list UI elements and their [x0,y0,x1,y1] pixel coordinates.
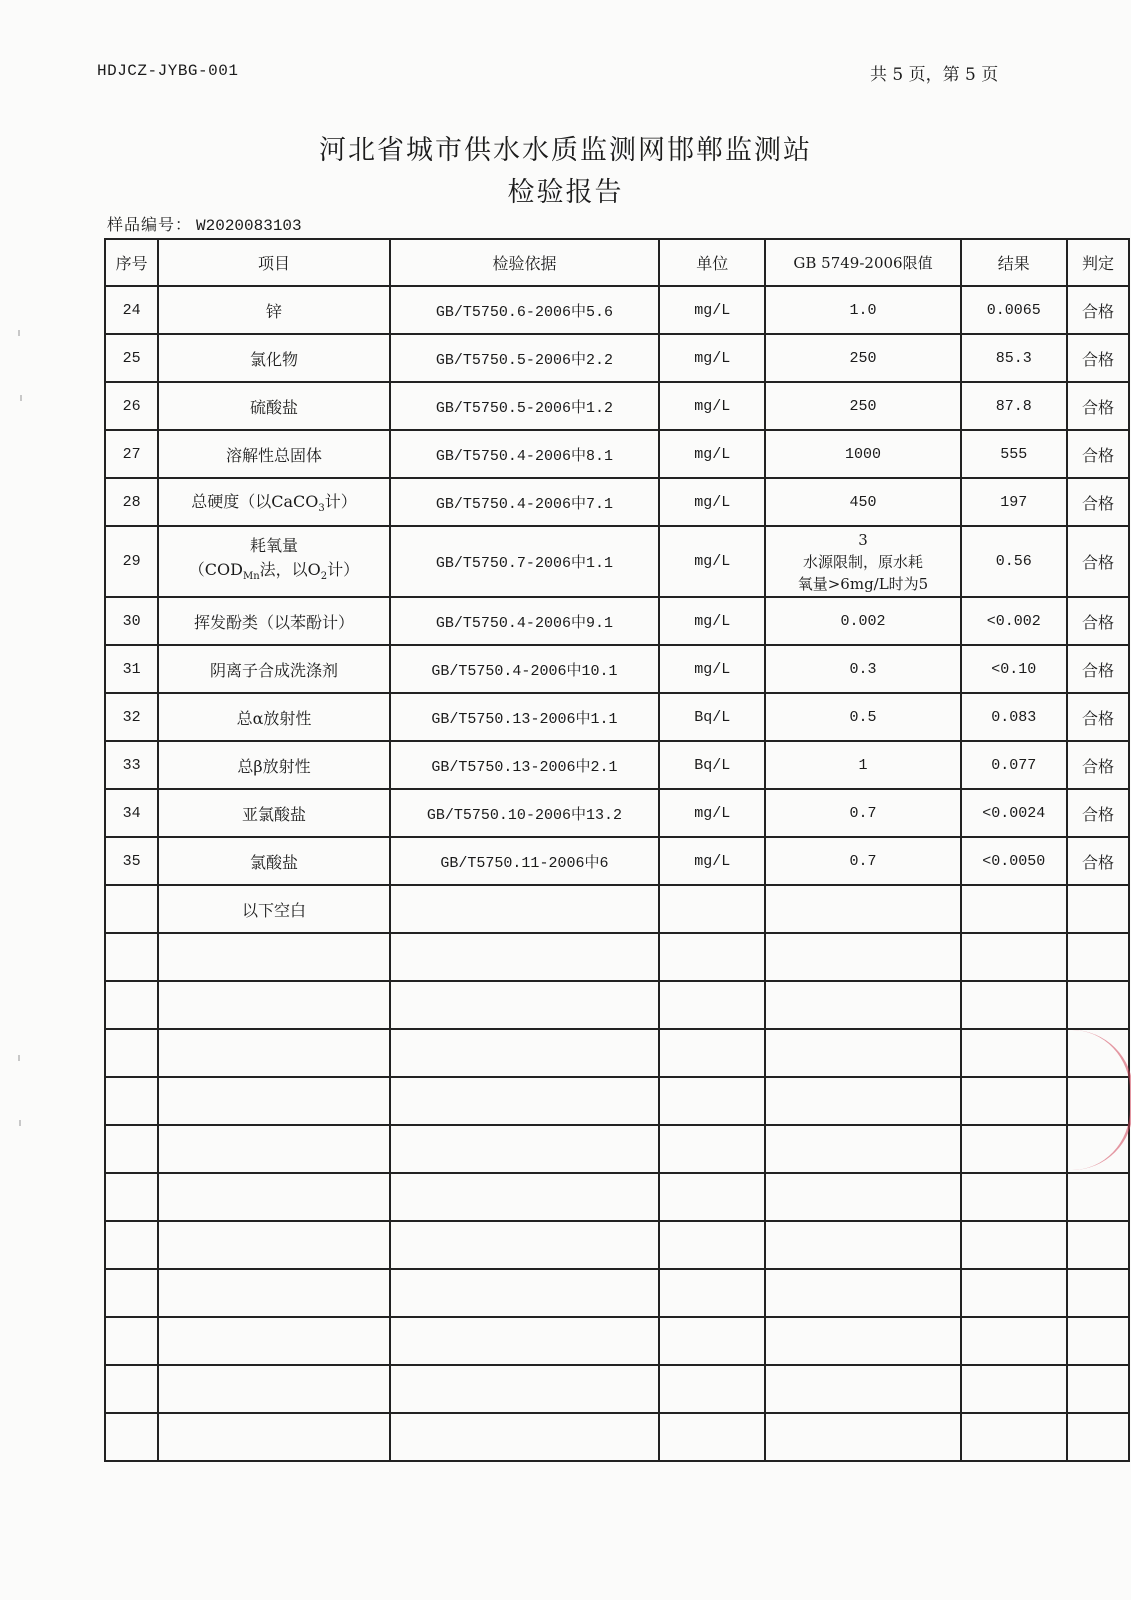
cell-result: 87.8 [961,382,1067,430]
empty-cell [961,933,1067,981]
cell-basis: GB/T5750.7-2006中1.1 [390,526,659,597]
empty-cell [158,1173,390,1221]
empty-cell [390,981,659,1029]
header-no: 序号 [105,239,158,286]
empty-cell [1067,981,1129,1029]
cell-unit: Bq/L [659,693,765,741]
cell-no: 25 [105,334,158,382]
header-result: 结果 [961,239,1067,286]
cell-verdict: 合格 [1067,693,1129,741]
empty-cell [158,981,390,1029]
item-tail: 计） [324,492,357,512]
empty-cell [105,1029,158,1077]
cell-no: 30 [105,597,158,645]
empty-cell [765,1173,960,1221]
table-row [105,789,1129,837]
empty-cell [158,1317,390,1365]
cell-limit: 0.7 [765,789,960,837]
empty-cell [659,1413,765,1461]
table-row [105,597,1129,645]
sample-number-label: 样品编号： [107,215,193,234]
empty-row [105,1221,1129,1269]
cell-no [105,885,158,933]
empty-row [105,1269,1129,1317]
cell-result: 0.0065 [961,286,1067,334]
cell-item [158,478,390,526]
empty-cell [158,933,390,981]
empty-cell [1067,1173,1129,1221]
sample-number-value: W2020083103 [196,217,302,235]
header-limit: GB 5749-2006限值 [765,239,960,286]
empty-cell [105,1221,158,1269]
item-line1: 耗氧量 [249,535,298,555]
empty-cell [765,1221,960,1269]
blank-note-row [105,885,1129,933]
empty-cell [961,1269,1067,1317]
empty-cell [1067,1221,1129,1269]
sample-number [107,212,302,235]
empty-row [105,1029,1129,1077]
cell-result: 0.077 [961,741,1067,789]
empty-cell [765,1317,960,1365]
empty-cell [158,1365,390,1413]
empty-cell [961,1125,1067,1173]
cell-no: 33 [105,741,158,789]
scan-speck [19,1120,21,1126]
empty-cell [961,1173,1067,1221]
empty-cell [659,1029,765,1077]
header-basis: 检验依据 [390,239,659,286]
cell-verdict: 合格 [1067,741,1129,789]
cell-no: 28 [105,478,158,526]
empty-cell [961,1317,1067,1365]
cell-unit: mg/L [659,334,765,382]
empty-cell [659,1365,765,1413]
cell-result: <0.0024 [961,789,1067,837]
empty-cell [961,1413,1067,1461]
empty-cell [105,981,158,1029]
empty-row [105,1125,1129,1173]
limit-line3: 氧量>6mg/L时为5 [797,574,929,593]
cell-item: 阴离子合成洗涤剂 [158,645,390,693]
empty-cell [390,933,659,981]
empty-cell [105,933,158,981]
cell-verdict: 合格 [1067,382,1129,430]
cell-unit: mg/L [659,478,765,526]
cell-limit: 0.5 [765,693,960,741]
cell-result: 555 [961,430,1067,478]
empty-cell [765,933,960,981]
scan-speck [18,330,20,336]
cell-basis: GB/T5750.11-2006中6 [390,837,659,885]
cell-result: <0.0050 [961,837,1067,885]
empty-cell [105,1317,158,1365]
cell-limit: 450 [765,478,960,526]
scan-speck [18,1055,20,1061]
table-row [105,430,1129,478]
header-unit: 单位 [659,239,765,286]
header-item: 项目 [158,239,390,286]
cell-basis: GB/T5750.4-2006中9.1 [390,597,659,645]
cell-verdict: 合格 [1067,478,1129,526]
empty-cell [659,1173,765,1221]
cell-no: 26 [105,382,158,430]
item-line2-b: 法，以O [259,559,321,579]
empty-cell [765,1269,960,1317]
cell-limit: 250 [765,334,960,382]
cell-no: 24 [105,286,158,334]
results-table [104,238,1130,1462]
empty-cell [659,1317,765,1365]
table-row [105,286,1129,334]
item-line2-a: （COD [188,559,243,579]
empty-cell [961,1221,1067,1269]
cell-no: 31 [105,645,158,693]
cell-result: <0.002 [961,597,1067,645]
empty-cell [1067,1269,1129,1317]
cell-verdict: 合格 [1067,789,1129,837]
empty-cell [105,1413,158,1461]
empty-cell [765,1029,960,1077]
empty-cell [961,1077,1067,1125]
cell-unit: mg/L [659,789,765,837]
cell-item: 总α放射性 [158,693,390,741]
empty-cell [961,1029,1067,1077]
cell-unit: Bq/L [659,741,765,789]
cell-basis [390,885,659,933]
cell-item: 挥发酚类（以苯酚计） [158,597,390,645]
cell-verdict: 合格 [1067,430,1129,478]
cell-result: 197 [961,478,1067,526]
cell-basis: GB/T5750.10-2006中13.2 [390,789,659,837]
empty-cell [659,1125,765,1173]
header-verdict: 判定 [1067,239,1129,286]
cell-unit [659,885,765,933]
cell-verdict: 合格 [1067,837,1129,885]
cell-limit: 0.002 [765,597,960,645]
cell-result [961,885,1067,933]
table-row [105,478,1129,526]
empty-row [105,1173,1129,1221]
cell-result: <0.10 [961,645,1067,693]
table-row [105,526,1129,597]
cell-verdict [1067,885,1129,933]
table-row [105,334,1129,382]
cell-unit: mg/L [659,597,765,645]
cell-limit [765,885,960,933]
cell-no: 35 [105,837,158,885]
cell-basis: GB/T5750.5-2006中2.2 [390,334,659,382]
empty-cell [765,1125,960,1173]
empty-cell [158,1029,390,1077]
cell-unit: mg/L [659,430,765,478]
item-subscript: 3 [318,503,325,515]
cell-verdict: 合格 [1067,526,1129,597]
table-header-row [105,239,1129,286]
cell-item: 总β放射性 [158,741,390,789]
cell-item: 溶解性总固体 [158,430,390,478]
empty-row [105,1077,1129,1125]
empty-cell [158,1077,390,1125]
organization-title: 河北省城市供水水质监测网邯郸监测站 [319,135,812,166]
cell-item: 氯酸盐 [158,837,390,885]
empty-row [105,1413,1129,1461]
cell-item: 氯化物 [158,334,390,382]
empty-cell [765,1413,960,1461]
empty-cell [961,981,1067,1029]
empty-cell [659,1221,765,1269]
cell-item: 硫酸盐 [158,382,390,430]
cell-limit: 1000 [765,430,960,478]
table-row [105,741,1129,789]
item-line2-c: 计） [327,559,360,579]
empty-cell [105,1269,158,1317]
cell-limit: 0.7 [765,837,960,885]
item-line2 [159,558,389,589]
item-line2-sub2: 2 [320,571,328,583]
cell-limit: 1.0 [765,286,960,334]
cell-result: 0.56 [961,526,1067,597]
empty-cell [1067,1413,1129,1461]
empty-cell [105,1173,158,1221]
cell-basis: GB/T5750.13-2006中2.1 [390,741,659,789]
cell-no: 34 [105,789,158,837]
empty-cell [105,1125,158,1173]
cell-verdict: 合格 [1067,645,1129,693]
limit-line2: 水源限制，原水耗 [802,552,923,571]
cell-verdict: 合格 [1067,286,1129,334]
cell-limit [765,526,960,597]
empty-cell [390,1269,659,1317]
empty-row [105,933,1129,981]
empty-cell [105,1077,158,1125]
cell-verdict: 合格 [1067,334,1129,382]
empty-cell [105,1365,158,1413]
empty-cell [390,1077,659,1125]
empty-cell [390,1365,659,1413]
empty-cell [659,981,765,1029]
cell-unit: mg/L [659,645,765,693]
empty-row [105,1365,1129,1413]
cell-no: 27 [105,430,158,478]
empty-cell [659,1077,765,1125]
empty-cell [390,1413,659,1461]
cell-basis: GB/T5750.13-2006中1.1 [390,693,659,741]
empty-cell [765,1365,960,1413]
cell-item [158,526,390,597]
cell-no: 32 [105,693,158,741]
cell-unit: mg/L [659,837,765,885]
table-row [105,837,1129,885]
empty-cell [158,1125,390,1173]
empty-cell [390,1125,659,1173]
limit-line1: 3 [858,530,868,549]
empty-cell [390,1221,659,1269]
cell-result: 0.083 [961,693,1067,741]
empty-cell [659,933,765,981]
empty-cell [390,1317,659,1365]
blank-note: 以下空白 [158,885,390,933]
scan-speck [20,395,22,401]
cell-limit: 1 [765,741,960,789]
cell-basis: GB/T5750.4-2006中10.1 [390,645,659,693]
empty-cell [390,1173,659,1221]
empty-cell [158,1269,390,1317]
cell-verdict: 合格 [1067,597,1129,645]
cell-limit: 0.3 [765,645,960,693]
empty-cell [765,981,960,1029]
cell-result: 85.3 [961,334,1067,382]
cell-limit: 250 [765,382,960,430]
empty-row [105,1317,1129,1365]
document-code: HDJCZ-JYBG-001 [97,62,239,80]
empty-cell [390,1029,659,1077]
empty-cell [765,1077,960,1125]
cell-unit: mg/L [659,526,765,597]
empty-cell [659,1269,765,1317]
empty-cell [158,1413,390,1461]
cell-item: 亚氯酸盐 [158,789,390,837]
table-row [105,645,1129,693]
empty-cell [1067,933,1129,981]
cell-no: 29 [105,526,158,597]
table-row [105,693,1129,741]
cell-basis: GB/T5750.4-2006中8.1 [390,430,659,478]
cell-unit: mg/L [659,382,765,430]
empty-row [105,981,1129,1029]
cell-basis: GB/T5750.4-2006中7.1 [390,478,659,526]
table-row [105,382,1129,430]
cell-item: 锌 [158,286,390,334]
item-text: 总硬度（以CaCO [191,492,319,512]
empty-cell [1067,1317,1129,1365]
empty-cell [1067,1365,1129,1413]
empty-cell [158,1221,390,1269]
cell-basis: GB/T5750.5-2006中1.2 [390,382,659,430]
page-indicator: 共 5 页，第 5 页 [870,65,999,85]
report-title: 检验报告 [507,177,624,208]
item-line2-sub: Mn [242,571,260,583]
empty-cell [961,1365,1067,1413]
cell-basis: GB/T5750.6-2006中5.6 [390,286,659,334]
cell-unit: mg/L [659,286,765,334]
